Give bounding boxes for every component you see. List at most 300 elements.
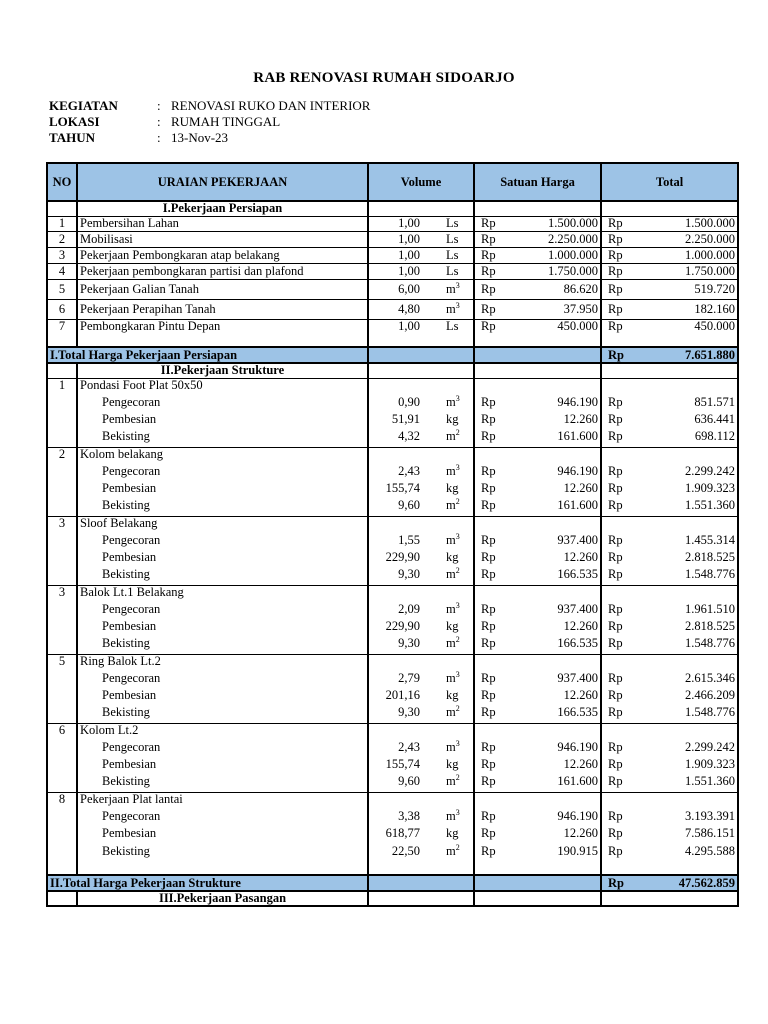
cell-volume: 1,00 — [368, 231, 438, 247]
unit-exponent: 3 — [455, 280, 460, 290]
table-row — [47, 757, 738, 772]
cell-currency — [601, 516, 631, 531]
table-row — [47, 688, 738, 703]
unit-exponent: 2 — [455, 635, 460, 645]
cell-currency: Rp — [608, 464, 623, 478]
cell-no — [47, 669, 77, 688]
cell-volume: 2,09 — [398, 602, 420, 616]
cell-currency: Rp — [608, 412, 623, 426]
cell-no: 7 — [47, 319, 77, 333]
cell-currency: Rp — [608, 550, 623, 564]
table-row — [47, 299, 738, 319]
cell-currency: Rp — [481, 809, 496, 823]
cell-uraian: I.Pekerjaan Persiapan — [77, 201, 368, 216]
cell-satuan-harga: 12.260 — [504, 481, 601, 496]
cell-unit — [438, 861, 474, 875]
cell-currency — [474, 891, 504, 906]
cell-uraian: Pekerjaan Galian Tanah — [77, 279, 368, 299]
cell-unit: Ls — [438, 263, 474, 279]
table-row — [47, 481, 738, 496]
cell-unit: kg — [438, 481, 474, 496]
cell-currency — [474, 333, 504, 347]
cell-unit — [438, 201, 474, 216]
table-row — [47, 841, 738, 861]
table-row — [47, 826, 738, 841]
cell-currency — [601, 891, 631, 906]
project-info — [49, 98, 370, 146]
unit-exponent: 3 — [455, 300, 460, 310]
cell-currency: Rp — [481, 774, 496, 789]
cell-uraian: Bekisting — [77, 496, 368, 516]
cell-satuan-harga: 161.600 — [504, 496, 601, 516]
cell-total: 1.548.776 — [631, 703, 738, 723]
cell-satuan-harga: 12.260 — [504, 619, 601, 634]
cell-uraian: Pekerjaan Plat lantai — [77, 792, 368, 807]
cell-unit — [438, 516, 474, 531]
cell-no — [47, 861, 77, 875]
cell-unit — [438, 447, 474, 462]
table-row — [47, 792, 738, 807]
cell-volume: 6,00 — [368, 279, 438, 299]
table-row — [47, 462, 738, 481]
cell-currency — [601, 363, 631, 378]
table-row — [47, 807, 738, 826]
cell-uraian: Bekisting — [77, 427, 368, 447]
section-row — [47, 201, 738, 216]
cell-volume: 4,32 — [398, 429, 420, 444]
cell-uraian: Pengecoran — [77, 669, 368, 688]
table-row — [47, 378, 738, 393]
cell-uraian: Pembesian — [77, 757, 368, 772]
cell-currency — [474, 201, 504, 216]
total-row — [47, 347, 738, 363]
cell-unit — [438, 378, 474, 393]
cell-unit — [438, 363, 474, 378]
cell-total — [631, 723, 738, 738]
cell-total: 182.160 — [631, 299, 738, 319]
cell-total: 7.586.151 — [631, 826, 738, 841]
unit-exponent: 3 — [455, 808, 460, 817]
cell-total: 1.961.510 — [631, 600, 738, 619]
cell-no — [47, 393, 77, 412]
section-row — [47, 891, 738, 906]
cell-unit: Ls — [438, 216, 474, 231]
cell-total — [631, 792, 738, 807]
cell-no: 2 — [47, 447, 77, 462]
cell-volume — [368, 201, 438, 216]
cell-satuan-harga — [504, 891, 601, 906]
cell-total: 1.548.776 — [631, 565, 738, 585]
cell-satuan-harga: 190.915 — [504, 841, 601, 861]
cell-unit — [438, 654, 474, 669]
cell-currency: Rp — [608, 429, 623, 444]
cell-no: 3 — [47, 516, 77, 531]
cell-uraian: Pembesian — [77, 481, 368, 496]
cell-volume — [368, 447, 438, 462]
cell-no — [47, 757, 77, 772]
table-row — [47, 279, 738, 299]
cell-satuan-harga — [504, 516, 601, 531]
cell-currency: Rp — [601, 247, 631, 263]
cell-no: 4 — [47, 263, 77, 279]
cell-currency: Rp — [608, 481, 623, 495]
cell-unit: kg — [438, 688, 474, 703]
cell-satuan-harga: 12.260 — [504, 550, 601, 565]
cell-no — [47, 333, 77, 347]
cell-satuan-harga — [504, 201, 601, 216]
cell-currency: Rp — [481, 740, 496, 754]
cell-volume: 1,00 — [368, 247, 438, 263]
total-blank-harga — [474, 347, 601, 363]
cell-satuan-harga: 12.260 — [504, 826, 601, 841]
cell-uraian: Balok Lt.1 Belakang — [77, 585, 368, 600]
cell-total: 2.299.242 — [631, 462, 738, 481]
cell-unit: $m^3$ — [438, 299, 474, 319]
cell-currency: Rp — [474, 279, 504, 299]
document-title: RAB RENOVASI RUMAH SIDOARJO — [253, 70, 515, 86]
cell-uraian: Kolom Lt.2 — [77, 723, 368, 738]
cell-volume: 2,79 — [398, 671, 420, 685]
cell-uraian: Bekisting — [77, 565, 368, 585]
cell-uraian — [77, 861, 368, 875]
table-row — [47, 216, 738, 231]
total-blank-volume — [368, 347, 474, 363]
total-currency: Rp — [601, 347, 631, 363]
cell-total: 2.615.346 — [631, 669, 738, 688]
cell-unit: $m^2$ — [438, 841, 474, 861]
cell-unit: $m^3$ — [438, 807, 474, 826]
cell-currency: Rp — [474, 231, 504, 247]
cell-volume: 22,50 — [391, 843, 420, 858]
cell-no — [47, 531, 77, 550]
cell-currency: Rp — [608, 498, 623, 513]
total-row — [47, 875, 738, 891]
cell-total — [631, 585, 738, 600]
cell-total: 698.112 — [631, 427, 738, 447]
table-row — [47, 585, 738, 600]
table-row — [47, 772, 738, 792]
cell-currency — [474, 363, 504, 378]
cell-currency: Rp — [608, 636, 623, 651]
cell-unit — [438, 585, 474, 600]
cell-currency: Rp — [481, 395, 496, 409]
cell-volume: 51,91 — [391, 412, 420, 426]
cell-unit: $m^3$ — [438, 600, 474, 619]
cell-uraian: Bekisting — [77, 634, 368, 654]
cell-unit: $m^2$ — [438, 427, 474, 447]
cell-currency: Rp — [481, 826, 496, 840]
cell-volume: 1,00 — [368, 263, 438, 279]
table-row — [47, 412, 738, 427]
cell-total: 3.193.391 — [631, 807, 738, 826]
cell-total: 2.818.525 — [631, 550, 738, 565]
cell-no — [47, 688, 77, 703]
cell-no — [47, 703, 77, 723]
cell-total: 1.548.776 — [631, 634, 738, 654]
cell-currency: Rp — [481, 498, 496, 513]
cell-volume: 618,77 — [385, 826, 420, 840]
cell-currency: Rp — [481, 567, 496, 582]
cell-total — [631, 333, 738, 347]
cell-currency: Rp — [608, 602, 623, 616]
cell-currency: Rp — [481, 619, 496, 633]
cell-currency — [474, 378, 504, 393]
cell-uraian: Pembesian — [77, 412, 368, 427]
cell-unit: Ls — [438, 231, 474, 247]
cell-no — [47, 363, 77, 378]
cell-no — [47, 826, 77, 841]
cell-currency: Rp — [608, 688, 623, 702]
cell-satuan-harga: 946.190 — [504, 393, 601, 412]
cell-currency — [601, 861, 631, 875]
cell-currency: Rp — [608, 567, 623, 582]
cell-volume — [368, 378, 438, 393]
cell-uraian: Pembesian — [77, 688, 368, 703]
cell-no — [47, 462, 77, 481]
cell-volume: 9,30 — [398, 705, 420, 720]
cell-no — [47, 807, 77, 826]
cell-total: 519.720 — [631, 279, 738, 299]
table-row — [47, 496, 738, 516]
cell-currency: Rp — [481, 481, 496, 495]
cell-volume — [368, 516, 438, 531]
unit-exponent: 2 — [455, 773, 460, 783]
cell-unit: $m^2$ — [438, 634, 474, 654]
cell-no — [47, 600, 77, 619]
cell-currency: Rp — [608, 809, 623, 823]
cell-volume — [368, 861, 438, 875]
cell-satuan-harga — [504, 861, 601, 875]
cell-uraian: II.Pekerjaan Strukture — [77, 363, 368, 378]
cell-uraian: III.Pekerjaan Pasangan — [77, 891, 368, 906]
cell-unit — [438, 891, 474, 906]
cell-uraian: Ring Balok Lt.2 — [77, 654, 368, 669]
total-blank-volume — [368, 875, 474, 891]
cell-volume: 2,43 — [398, 740, 420, 754]
cell-volume: 229,90 — [385, 619, 420, 633]
cell-currency: Rp — [481, 412, 496, 426]
blank-row — [47, 333, 738, 347]
cell-uraian: Pekerjaan pembongkaran partisi dan plafond — [77, 263, 368, 279]
rab-table — [46, 162, 739, 907]
cell-currency: Rp — [608, 671, 623, 685]
table-row — [47, 263, 738, 279]
cell-currency: Rp — [481, 705, 496, 720]
col-volume: Volume — [368, 163, 474, 201]
cell-uraian: Bekisting — [77, 841, 368, 861]
cell-total: 1.551.360 — [631, 772, 738, 792]
cell-no — [47, 619, 77, 634]
cell-currency: Rp — [481, 429, 496, 444]
cell-total: 450.000 — [631, 319, 738, 333]
table-row — [47, 703, 738, 723]
cell-currency: Rp — [474, 319, 504, 333]
table-row — [47, 738, 738, 757]
cell-no — [47, 550, 77, 565]
table-row — [47, 565, 738, 585]
cell-satuan-harga — [504, 792, 601, 807]
cell-satuan-harga: 166.535 — [504, 703, 601, 723]
cell-currency: Rp — [474, 216, 504, 231]
info-tahun: TAHUN : 13-Nov-23 — [49, 130, 229, 145]
cell-volume — [368, 891, 438, 906]
cell-no: 6 — [47, 723, 77, 738]
cell-currency — [601, 378, 631, 393]
table-row — [47, 447, 738, 462]
cell-total: 1.000.000 — [631, 247, 738, 263]
cell-uraian: Pengecoran — [77, 738, 368, 757]
total-amount: 47.562.859 — [631, 875, 738, 891]
cell-volume: 229,90 — [385, 550, 420, 564]
cell-no — [47, 772, 77, 792]
cell-total — [631, 654, 738, 669]
cell-unit: kg — [438, 550, 474, 565]
cell-no: 1 — [47, 216, 77, 231]
cell-satuan-harga: 12.260 — [504, 757, 601, 772]
cell-unit: $m^3$ — [438, 531, 474, 550]
cell-currency: Rp — [481, 636, 496, 651]
cell-total: 636.441 — [631, 412, 738, 427]
cell-no — [47, 427, 77, 447]
cell-volume: 1,55 — [398, 533, 420, 547]
cell-unit: $m^3$ — [438, 279, 474, 299]
table-row — [47, 516, 738, 531]
col-satuan-harga: Satuan Harga — [474, 163, 601, 201]
cell-uraian: Pekerjaan Perapihan Tanah — [77, 299, 368, 319]
unit-exponent: 2 — [455, 704, 460, 714]
cell-satuan-harga: 161.600 — [504, 427, 601, 447]
cell-uraian: Pengecoran — [77, 600, 368, 619]
cell-currency — [474, 654, 504, 669]
cell-currency — [474, 861, 504, 875]
cell-currency: Rp — [601, 231, 631, 247]
cell-currency — [601, 654, 631, 669]
table-row — [47, 427, 738, 447]
info-lokasi: LOKASI : RUMAH TINGGAL — [49, 114, 281, 129]
table-body — [47, 201, 738, 906]
table-row — [47, 531, 738, 550]
cell-uraian: Sloof Belakang — [77, 516, 368, 531]
cell-no: 1 — [47, 378, 77, 393]
cell-uraian: Pengecoran — [77, 807, 368, 826]
cell-no: 5 — [47, 279, 77, 299]
cell-currency: Rp — [481, 757, 496, 771]
cell-unit: $m^2$ — [438, 496, 474, 516]
cell-no: 3 — [47, 247, 77, 263]
cell-unit: Ls — [438, 247, 474, 263]
cell-satuan-harga — [504, 585, 601, 600]
cell-total — [631, 447, 738, 462]
total-currency: Rp — [601, 875, 631, 891]
cell-satuan-harga: 450.000 — [504, 319, 601, 333]
unit-exponent: 3 — [455, 463, 460, 472]
section-row — [47, 363, 738, 378]
cell-uraian: Pembesian — [77, 550, 368, 565]
cell-total: 1.750.000 — [631, 263, 738, 279]
table-row — [47, 393, 738, 412]
unit-exponent: 3 — [455, 532, 460, 541]
cell-currency — [474, 792, 504, 807]
cell-total — [631, 378, 738, 393]
cell-satuan-harga: 937.400 — [504, 669, 601, 688]
cell-volume: 1,00 — [368, 319, 438, 333]
table-row — [47, 231, 738, 247]
cell-no: 6 — [47, 299, 77, 319]
unit-exponent: 2 — [455, 497, 460, 507]
cell-no — [47, 496, 77, 516]
cell-satuan-harga — [504, 654, 601, 669]
cell-volume: 9,30 — [398, 636, 420, 651]
cell-currency: Rp — [608, 826, 623, 840]
cell-currency: Rp — [608, 843, 623, 858]
cell-volume: 9,30 — [398, 567, 420, 582]
cell-no: 2 — [47, 231, 77, 247]
cell-satuan-harga: 1.500.000 — [504, 216, 601, 231]
cell-uraian: Pembersihan Lahan — [77, 216, 368, 231]
cell-total — [631, 891, 738, 906]
cell-volume: 3,38 — [398, 809, 420, 823]
cell-uraian: Bekisting — [77, 772, 368, 792]
col-no: NO — [47, 163, 77, 201]
cell-satuan-harga — [504, 723, 601, 738]
info-kegiatan: KEGIATAN : RENOVASI RUKO DAN INTERIOR — [49, 98, 371, 113]
cell-currency: Rp — [608, 757, 623, 771]
cell-satuan-harga: 2.250.000 — [504, 231, 601, 247]
cell-unit — [438, 792, 474, 807]
col-uraian: URAIAN PEKERJAAN — [77, 163, 368, 201]
cell-satuan-harga: 937.400 — [504, 600, 601, 619]
cell-no: 3 — [47, 585, 77, 600]
cell-volume — [368, 723, 438, 738]
cell-total: 1.500.000 — [631, 216, 738, 231]
total-label: I.Total Harga Pekerjaan Persiapan — [47, 347, 368, 363]
cell-total: 851.571 — [631, 393, 738, 412]
cell-currency — [474, 723, 504, 738]
cell-total: 1.909.323 — [631, 481, 738, 496]
cell-currency: Rp — [608, 774, 623, 789]
cell-satuan-harga: 166.535 — [504, 565, 601, 585]
unit-exponent: 3 — [455, 739, 460, 748]
cell-currency — [474, 585, 504, 600]
unit-exponent: 2 — [455, 842, 460, 852]
cell-volume: 0,90 — [398, 395, 420, 409]
cell-currency — [601, 201, 631, 216]
cell-unit: $m^2$ — [438, 772, 474, 792]
cell-uraian: Pengecoran — [77, 393, 368, 412]
cell-currency: Rp — [608, 533, 623, 547]
cell-currency: Rp — [481, 464, 496, 478]
unit-exponent: 3 — [455, 601, 460, 610]
cell-currency: Rp — [601, 319, 631, 333]
cell-satuan-harga: 937.400 — [504, 531, 601, 550]
cell-currency: Rp — [601, 216, 631, 231]
cell-currency — [474, 447, 504, 462]
cell-currency — [601, 447, 631, 462]
cell-uraian: Kolom belakang — [77, 447, 368, 462]
cell-currency — [601, 585, 631, 600]
cell-currency: Rp — [474, 247, 504, 263]
table-row — [47, 634, 738, 654]
cell-satuan-harga: 946.190 — [504, 807, 601, 826]
cell-satuan-harga: 1.000.000 — [504, 247, 601, 263]
cell-no — [47, 841, 77, 861]
cell-total — [631, 363, 738, 378]
cell-unit: $m^3$ — [438, 669, 474, 688]
unit-exponent: 3 — [455, 394, 460, 403]
cell-no: 5 — [47, 654, 77, 669]
cell-satuan-harga — [504, 447, 601, 462]
cell-no — [47, 565, 77, 585]
